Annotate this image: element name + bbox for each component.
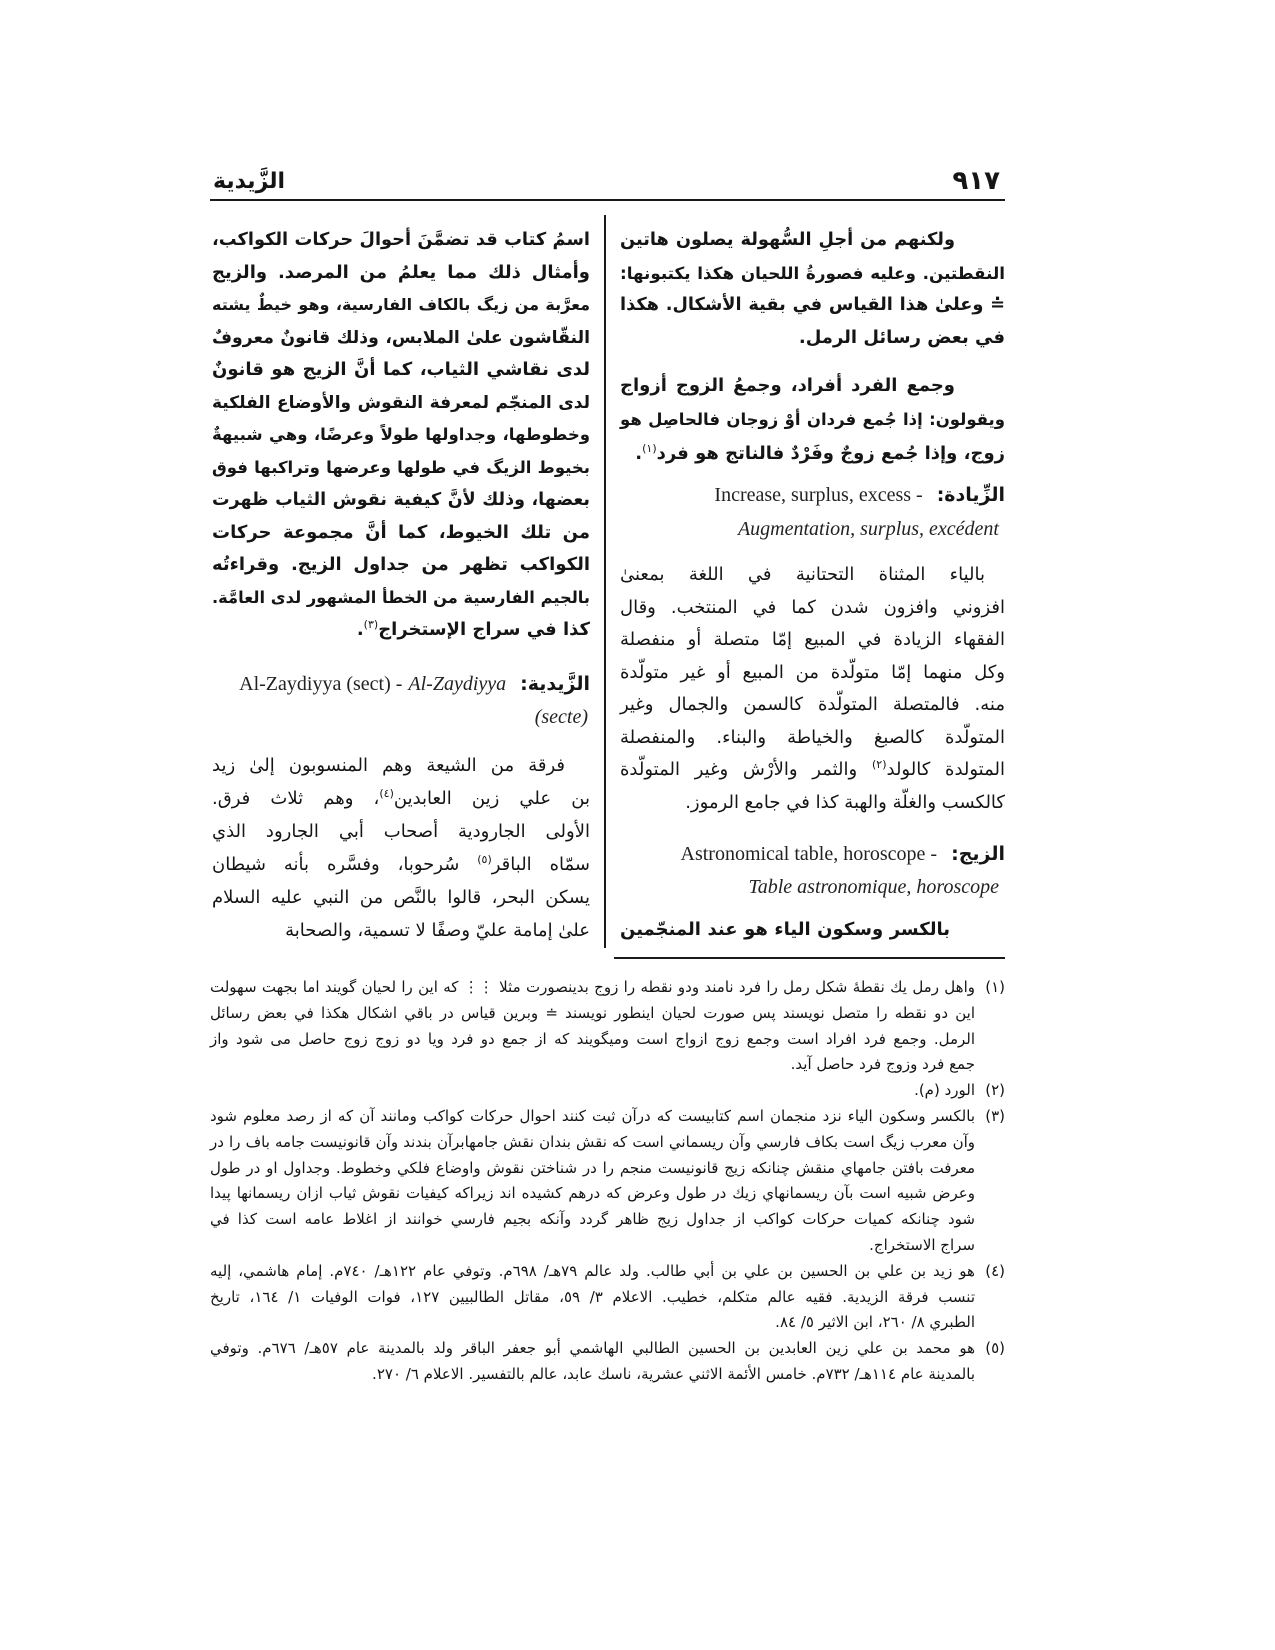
text-line: يسكن البحر، قالوا بالنَّص من النبي عليه السلام xyxy=(212,887,590,908)
footnote-ref: (١) xyxy=(642,442,657,455)
text-line: اسمُ كتاب قد تضمَّنَ أحوالَ حركات الكواكب، xyxy=(212,230,590,250)
text-line: النقّاشون علىٰ الملابس، وذلك قانونٌ معروفٌ xyxy=(212,327,590,348)
footnote-marker: (٣) xyxy=(985,1106,1005,1125)
footnote-line: بالكسر وسكون الياء نزد منجمان اسم كتابيست كه درآن ثبت كنند احوال حركات كواكب ومانند آن كه از رصد معلوم شود xyxy=(210,1106,975,1125)
footnote-line: جمع فرد وزوج فرد حاصل آيد. xyxy=(790,1055,975,1074)
text-line: علىٰ إمامة عليّ وصفًا لا تسمية، والصحابة xyxy=(285,920,590,941)
text-line: افزوني وافزون شدن كما في المنتخب. وقال xyxy=(620,596,1005,618)
text-line: بالكسر وسكون الياء هو عند المنجّمين xyxy=(620,919,950,940)
entry-term: الزَّيدية: xyxy=(520,673,590,695)
text-line: ≐ وعلىٰ هذا القياس في بقية الأشكال. هكذا xyxy=(620,295,1005,315)
footnote-text xyxy=(210,975,975,1078)
text-line xyxy=(212,782,590,815)
text-segment: ، وهم ثلاث فرق. xyxy=(212,788,380,809)
text-segment: سُرحوبا، وفسَّره بأنه شيطان xyxy=(212,854,478,875)
text-line xyxy=(620,754,1005,787)
entry-heading-zij xyxy=(620,838,1005,904)
text-line: وأمثال ذلك مما يعلمُ من المرصد. والزيج xyxy=(212,261,590,283)
english-gloss: Astronomical table, horoscope - xyxy=(680,843,938,865)
text-line xyxy=(212,848,590,881)
text-segment: والثمر والأرْش وغير المتولّدة xyxy=(620,759,872,780)
text-line: الفقهاء الزيادة في المبيع إمّا متصلة أو منفصلة xyxy=(620,629,1005,650)
column-divider xyxy=(604,215,606,948)
french-gloss: Table astronomique, horoscope xyxy=(748,876,999,898)
text-line: كالكسب والغلّة والهبة كذا في جامع الرموز. xyxy=(685,791,1005,813)
footnotes xyxy=(210,975,1005,1388)
text-line: وكل منهما إمّا متولّدة من المبيع أو غير متولّدة xyxy=(620,661,1005,683)
right-paragraph-4 xyxy=(620,914,1005,946)
entry-term: الزِّيادة: xyxy=(936,484,1005,506)
entry-heading-zaydiyya xyxy=(212,668,590,734)
footnote-ref: (٥) xyxy=(477,853,492,866)
footnote-line: الرمل. وجمع فرد افراد است وجمع زوج ازواج است وميگويند كه از جمع دو فرد ويا دو زوج زوج حاصل مى شود واز xyxy=(210,1029,975,1048)
text-line: وخطوطها، وجداولها طولاً وعرضًا، وهي شبيهةٌ xyxy=(212,425,590,444)
text-line: لدى نقاشي الثياب، كما أنَّ الزيج هو قانونٌ xyxy=(212,359,590,380)
text-line: بخيوط الزيگ في طولها وعرضها وتراكبها فوق xyxy=(212,457,590,477)
text-segment: المتولدة كالولد xyxy=(886,759,1005,780)
text-line: الكواكب تظهر من جداول الزيج. وقراءتُه xyxy=(212,554,590,575)
footnote-marker: (٥) xyxy=(985,1339,1005,1358)
footnote-text xyxy=(210,1336,975,1388)
footnote-text xyxy=(210,1259,975,1336)
footnote-line: اين دو نقطه را متصل نويسند پس صورت لحيان اينطور نويسند ≐ وبرين قياس در باقي اشكال هكذا في بعض رسائل xyxy=(210,1003,975,1022)
english-gloss: Al-Zaydiyya (sect) - xyxy=(239,673,403,695)
entry-heading-row xyxy=(212,668,590,701)
text-line: منه. فالمتصلة المتولّدة كالسمن والجمال وغير xyxy=(620,694,1005,715)
text-line: معرَّبة من زيگ بالكاف الفارسية، وهو خيطٌ يشته xyxy=(212,295,590,314)
text-segment: . xyxy=(635,443,643,464)
page-number: ٩١٧ xyxy=(952,166,1000,196)
text-line: فرقة من الشيعة وهم المنسوبون إلىٰ زيد xyxy=(212,755,565,776)
footnote-line: واهل رمل يك نقطهٔ شكل رمل را فرد نامند ودو نقطه را زوج بدينصورت مثلا ⋮⋮ كه اين را لحيان گويند اما بجهت سهولت xyxy=(210,978,975,996)
footnote-marker: (٢) xyxy=(985,1081,1005,1100)
text-line: بالياء المثناة التحتانية في اللغة بمعنىٰ xyxy=(620,564,985,585)
text-line: الأولى الجارودية أصحاب أبي الجارود الذي xyxy=(212,821,590,842)
footnote-line: وآن معرب زيگ است بكاف فارسي وآن ريسماني است كه نقش بندان نقش جامهابرآن بندند وآن قانونيست جامه باف را در xyxy=(210,1132,975,1151)
footnote-line: هو زيد بن علي بن الحسين بن علي بن أبي طالب. ولد عالم ٧٩هـ/ ٦٩٨م. وتوفي عام ١٢٢هـ/ ٧٤٠م. إمام هاشمي، إليه xyxy=(210,1261,975,1280)
footnote-line: سراج الاستخراج. xyxy=(869,1235,975,1254)
footnote-line: وعرض شبيه است بآن ريسمانهاي زيك در طول وعرض كه درهم كشيده اند زيراكه كيفيات نقوش ثياب ازان ريسمانها پيدا xyxy=(210,1184,975,1203)
footnote-text xyxy=(210,1104,975,1259)
footnote-ref: (٣) xyxy=(363,618,379,631)
footnote-line: معرفت بافتن جامهاي منقش چنانكه زيج قانونيست منجم را در شناختن نقوش واوضاع فلكي وخطوط. وجداول او در طول xyxy=(210,1158,975,1177)
text-line: ويقولون: إذا جُمع فردان أوْ زوجان فالحاصِل هو xyxy=(620,410,1005,429)
header-rule xyxy=(210,199,1005,201)
text-line: وجمع الفرد أفراد، وجمعُ الزوج أزواج xyxy=(620,375,955,396)
text-segment: زوج، وإذا جُمع زوجٌ وفَرْدٌ فالناتج هو فرد xyxy=(656,443,1005,464)
footnote-line: هو محمد بن علي زين العابدين بن الحسين الطالبي الهاشمي أبو جعفر الباقر ولد بالمدينة عام ٥٧هـ/ ٦٧٦م. وتوفي xyxy=(210,1339,975,1358)
right-paragraph-1 xyxy=(620,224,1005,354)
entry-heading-row xyxy=(620,838,1005,871)
footnote-1 xyxy=(210,975,1005,1078)
entry-heading-row xyxy=(620,478,1005,512)
french-gloss: Augmentation, surplus, excédent xyxy=(737,518,999,540)
footnote-line: بالمدينة عام ١١٤هـ/ ٧٣٢م. خامس الأئمة الاثني عشرية، ناسك عابد، عالم بالتفسير. الاعلام ٦/ ٢٧٠. xyxy=(372,1364,975,1383)
footnote-rule xyxy=(614,957,1005,959)
footnote-line: الورد (م). xyxy=(914,1081,975,1100)
text-line: في بعض رسائل الرمل. xyxy=(798,326,1005,348)
footnote-ref: (٢) xyxy=(871,758,887,771)
running-head-title: الزَّيدية xyxy=(213,169,286,194)
text-line: ولكنهم من أجلِ السُّهولة يصلون هاتين xyxy=(620,230,955,250)
footnote-text xyxy=(210,1078,975,1104)
french-gloss-continuation: (secte) xyxy=(534,706,588,728)
right-paragraph-2 xyxy=(620,369,1005,471)
text-line xyxy=(620,437,1005,471)
left-paragraph-1 xyxy=(212,224,590,647)
gloss-group xyxy=(239,668,506,701)
text-segment: سمّاه الباقر xyxy=(491,854,590,875)
right-paragraph-3 xyxy=(620,559,1005,819)
text-segment: بن علي زين العابدين xyxy=(393,788,591,809)
footnote-5 xyxy=(210,1336,1005,1388)
entry-term: الزيج: xyxy=(951,843,1005,865)
footnote-line: الطبري ٨/ ٢٦٠، ابن الاثير ٥/ ٨٤. xyxy=(775,1313,975,1332)
text-line: النقطتين. وعليه فصورةُ اللحيان هكذا يكتبونها: xyxy=(620,262,1005,283)
footnote-3 xyxy=(210,1104,1005,1259)
french-gloss: Al-Zaydiyya xyxy=(408,673,507,695)
footnote-4 xyxy=(210,1259,1005,1336)
footnote-ref: (٤) xyxy=(379,787,394,800)
english-gloss: Increase, surplus, excess - xyxy=(714,484,923,506)
entry-heading-ziyada xyxy=(620,478,1005,546)
text-line: بعضها، وذلك لأنَّ كيفية نقوش الثياب ظهرت xyxy=(212,490,590,510)
text-segment: . xyxy=(356,619,364,640)
text-line: من تلك الخيوط، كما أنَّ مجموعة حركات xyxy=(212,521,590,543)
footnote-line: تنسب فرقة الزيدية. فقيه عالم متكلم، خطيب. الاعلام ٣/ ٥٩، مقاتل الطالبيين ١٢٧، فوات الوفيات ١/ ١٦٤، تاريخ xyxy=(210,1287,976,1306)
footnote-marker: (١) xyxy=(985,978,1005,996)
text-line xyxy=(212,614,590,647)
footnote-line: شود چنانكه كميات حركات كواكب از جداول زيج ظاهر گردد وآنكه بجيم فارسي خوانند از اغلاط عامه است كذا في xyxy=(210,1210,975,1229)
text-line: المتولّدة كالصبغ والخياطة والبناء. والمنفصلة xyxy=(620,726,1005,748)
text-segment: كذا في سراج الإستخراج xyxy=(378,619,590,640)
footnote-marker: (٤) xyxy=(985,1261,1005,1280)
footnote-2 xyxy=(210,1078,1005,1104)
left-paragraph-2 xyxy=(212,749,590,947)
text-line: لدى المنجّم لمعرفة النقوش والأوضاع الفلكية xyxy=(212,392,590,413)
text-line: بالجيم الفارسية من الخطأ المشهور لدى العامَّة. xyxy=(212,587,590,607)
